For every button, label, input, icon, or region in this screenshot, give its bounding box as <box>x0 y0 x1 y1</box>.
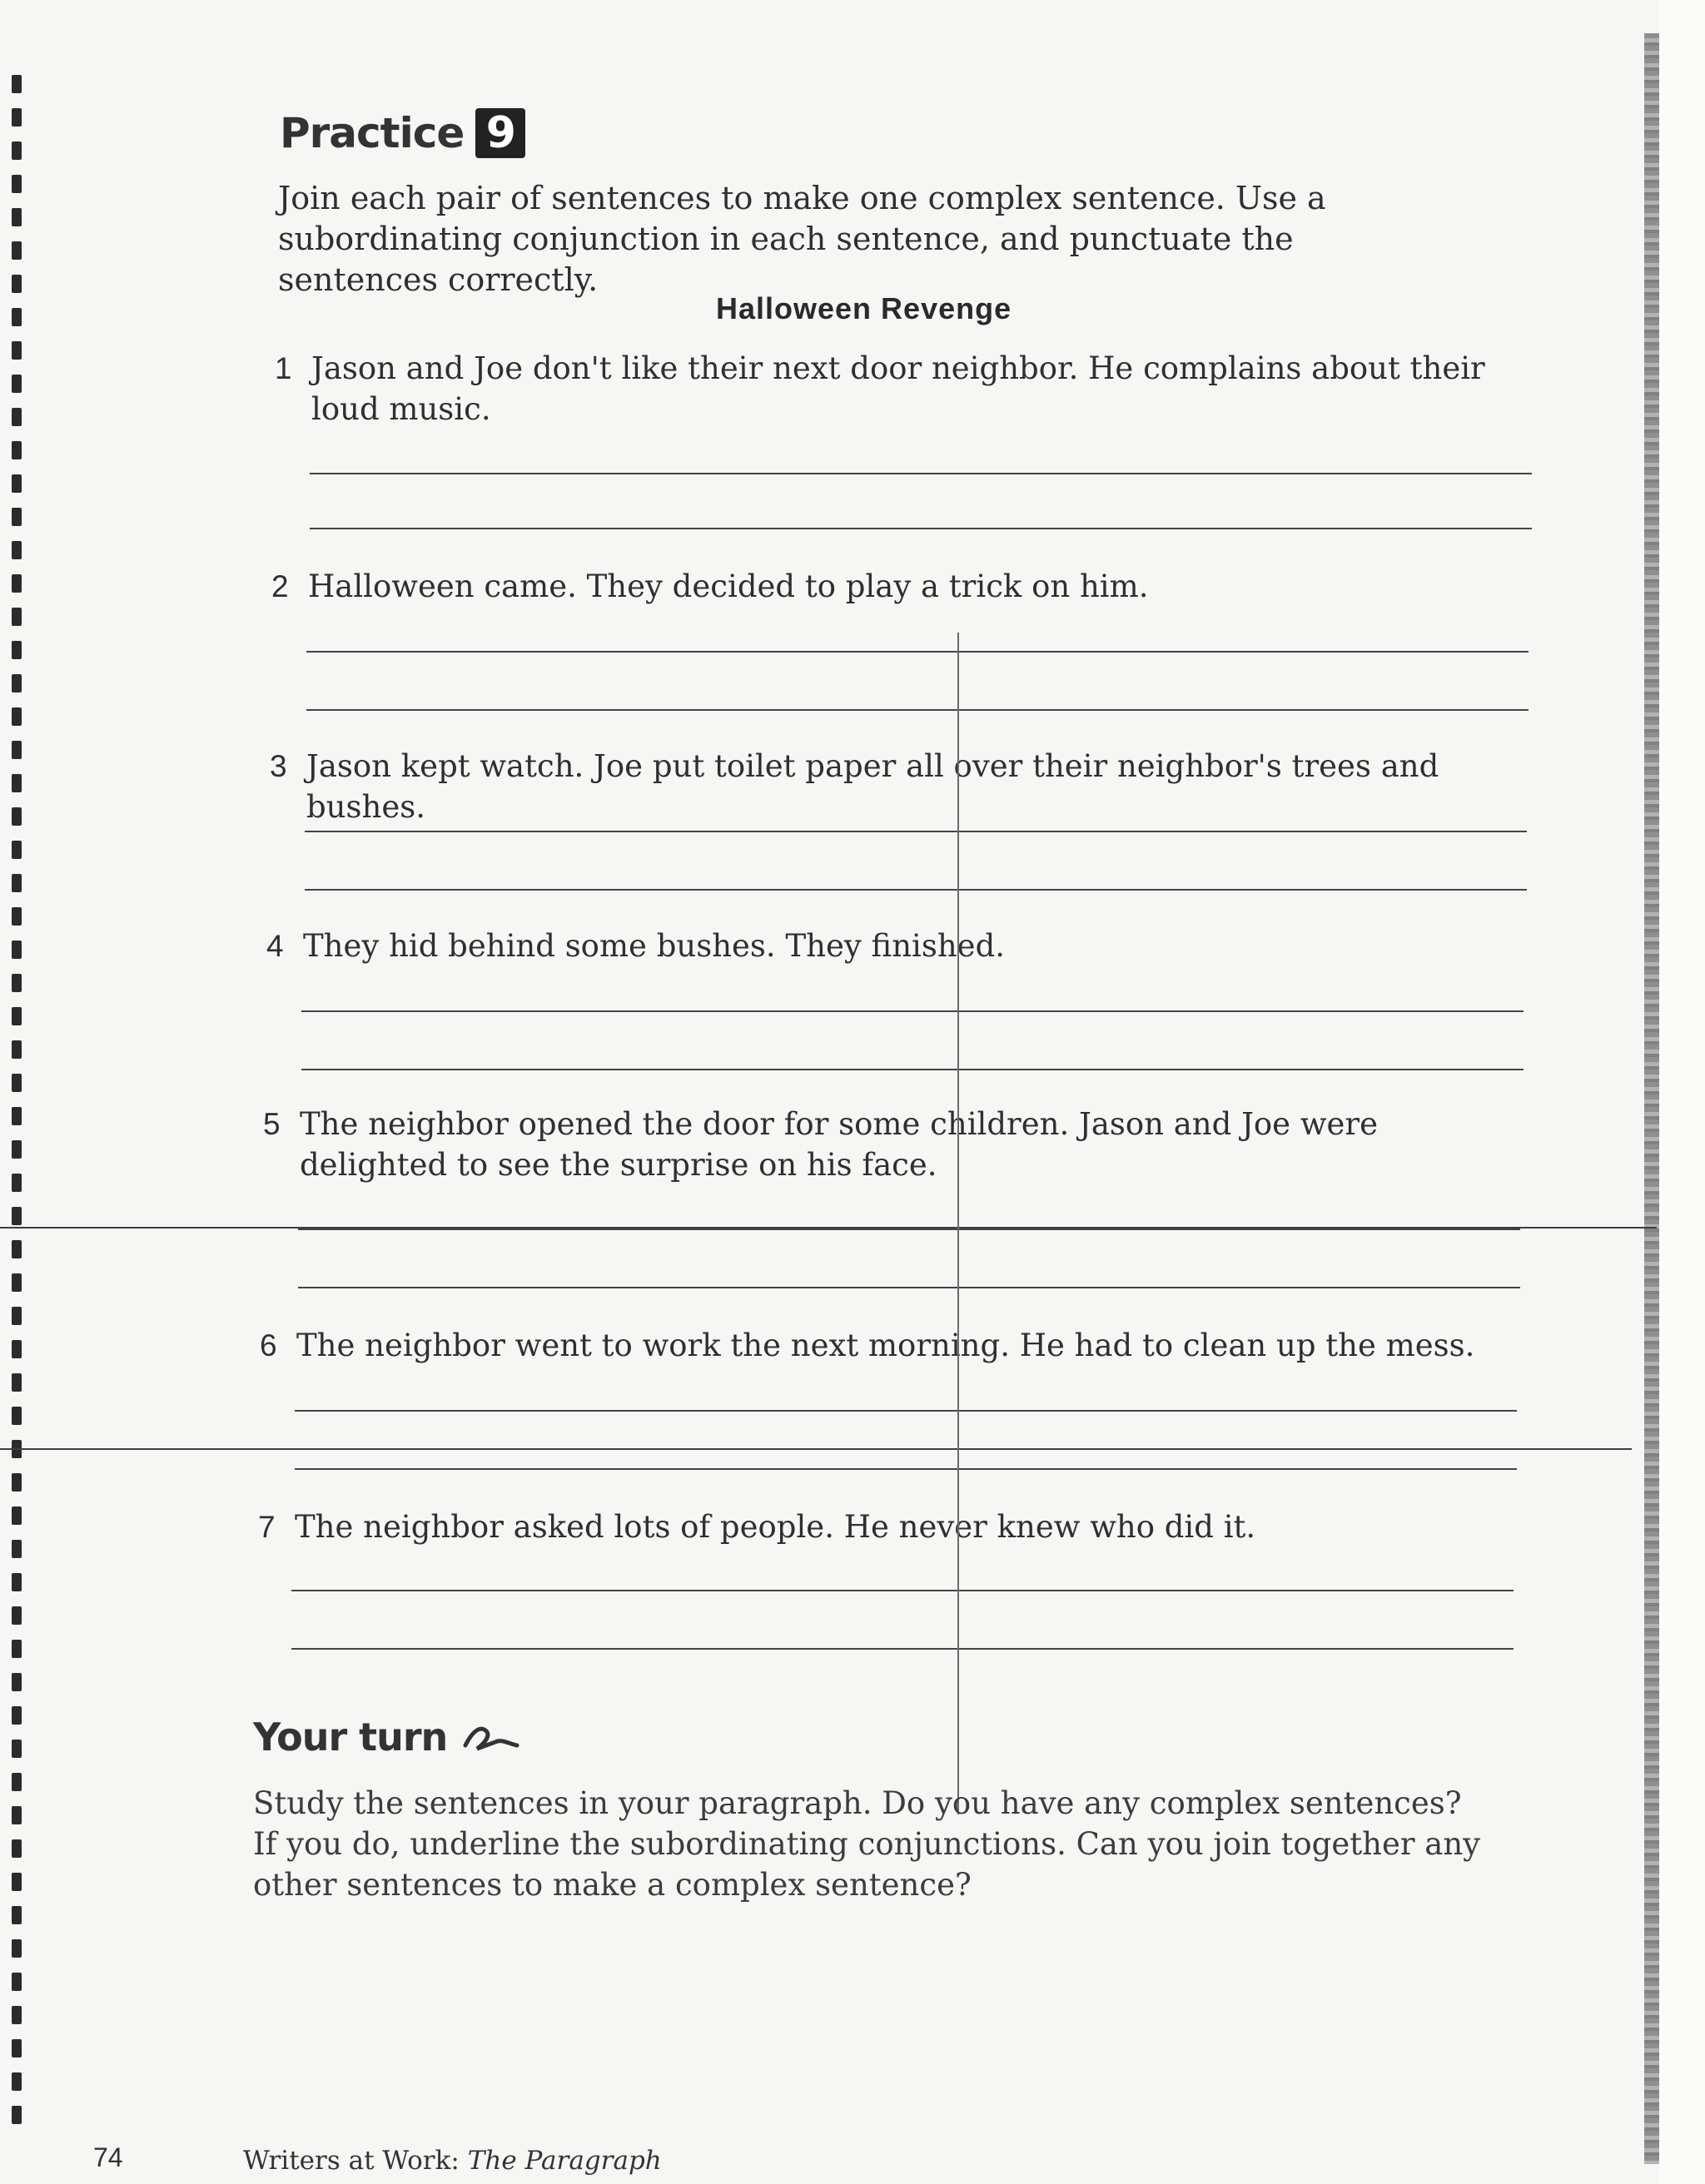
binding-hole <box>12 574 22 593</box>
binding-hole <box>12 1140 22 1159</box>
binding-hole <box>12 741 22 759</box>
binding-hole <box>12 308 22 326</box>
binding-hole <box>12 1373 22 1392</box>
binding-hole <box>12 1573 22 1591</box>
binding-hole <box>12 1540 22 1558</box>
spiral-binding <box>12 75 25 2139</box>
binding-hole <box>12 474 22 493</box>
binding-hole <box>12 674 22 692</box>
your-turn-text: Study the sentences in your paragraph. Do you have any complex sentences? If you do, underline the subordinating conjunctions. Can you join together any other sentences to make a complex sentence? <box>253 1785 1481 1903</box>
binding-hole <box>12 1873 22 1891</box>
item-number: 7 <box>258 1510 276 1544</box>
binding-hole <box>12 141 22 160</box>
binding-hole <box>12 408 22 426</box>
binding-hole <box>12 1606 22 1625</box>
binding-hole <box>12 941 22 959</box>
item-number: 2 <box>271 569 289 603</box>
binding-hole <box>12 1273 22 1292</box>
page-number: 74 <box>93 2142 123 2172</box>
your-turn-label: Your turn <box>253 1715 448 1760</box>
binding-hole <box>12 1640 22 1658</box>
binding-hole <box>12 441 22 459</box>
binding-hole <box>12 907 22 926</box>
binding-hole <box>12 1673 22 1691</box>
binding-hole <box>12 508 22 526</box>
item-number: 4 <box>266 929 284 963</box>
your-turn-heading <box>253 1715 520 1760</box>
binding-hole <box>12 1740 22 1758</box>
scan-fold-line <box>0 1448 1632 1450</box>
binding-hole <box>12 1773 22 1791</box>
binding-hole <box>12 241 22 260</box>
binding-hole <box>12 208 22 226</box>
practice-heading <box>280 108 525 158</box>
item-number: 1 <box>275 351 292 385</box>
binding-hole <box>12 541 22 559</box>
binding-hole <box>12 841 22 859</box>
answer-line[interactable] <box>305 889 1527 891</box>
binding-hole <box>12 1407 22 1425</box>
binding-hole <box>12 974 22 992</box>
binding-hole <box>12 874 22 892</box>
answer-line[interactable] <box>310 473 1532 474</box>
binding-hole <box>12 608 22 626</box>
binding-hole <box>12 2072 22 2091</box>
scan-fold-line <box>0 1227 1657 1228</box>
binding-hole <box>12 1107 22 1125</box>
item-number: 3 <box>270 749 287 783</box>
item-number: 6 <box>260 1328 277 1363</box>
item-text: The neighbor went to work the next morning. He had to clean up the mess. <box>296 1328 1475 1363</box>
binding-hole <box>12 108 22 127</box>
answer-line[interactable] <box>291 1590 1514 1591</box>
answer-line[interactable] <box>298 1287 1520 1288</box>
item-number: 5 <box>263 1107 281 1141</box>
binding-hole <box>12 75 22 93</box>
binding-hole <box>12 1973 22 1991</box>
exercise-title: Halloween Revenge <box>716 291 1012 325</box>
item-text: Jason and Joe don't like their next door neighbor. He complains about their loud music. <box>311 350 1485 427</box>
binding-hole <box>12 1506 22 1525</box>
answer-line[interactable] <box>295 1468 1517 1470</box>
binding-hole <box>12 1307 22 1325</box>
scan-crease-line <box>957 633 959 1814</box>
binding-hole <box>12 1806 22 1824</box>
item-text: Jason kept watch. Joe put toilet paper all over their neighbor's trees and bushes. <box>306 748 1439 825</box>
practice-label: Practice <box>280 109 465 157</box>
binding-hole <box>12 175 22 193</box>
binding-hole <box>12 1473 22 1492</box>
book-title-italic: The Paragraph <box>467 2146 662 2176</box>
answer-line[interactable] <box>305 831 1527 832</box>
pencil-icon <box>462 1720 520 1754</box>
practice-number-badge: 9 <box>475 108 525 158</box>
binding-hole <box>12 707 22 726</box>
binding-hole <box>12 2039 22 2057</box>
binding-hole <box>12 774 22 792</box>
binding-hole <box>12 1839 22 1858</box>
answer-line[interactable] <box>301 1010 1524 1012</box>
item-text: Halloween came. They decided to play a trick on him. <box>308 568 1149 604</box>
book-title <box>243 2146 662 2176</box>
page-margin <box>1659 0 1705 2184</box>
binding-hole <box>12 1906 22 1924</box>
item-text: The neighbor opened the door for some children. Jason and Joe were delighted to see the surprise on his face. <box>300 1106 1378 1183</box>
binding-hole <box>12 1174 22 1192</box>
binding-hole <box>12 375 22 393</box>
page-gutter-edge <box>1644 33 1659 2164</box>
answer-line[interactable] <box>306 709 1529 711</box>
answer-line[interactable] <box>291 1648 1514 1650</box>
answer-line[interactable] <box>298 1228 1520 1230</box>
binding-hole <box>12 1074 22 1092</box>
item-text: They hid behind some bushes. They finished. <box>303 928 1006 964</box>
binding-hole <box>12 807 22 826</box>
binding-hole <box>12 1207 22 1225</box>
binding-hole <box>12 341 22 360</box>
instructions: Join each pair of sentences to make one complex sentence. Use a subordinating conjunction in each sentence, and punctuate the sentences correctly. <box>278 180 1326 298</box>
item-text: The neighbor asked lots of people. He never knew who did it. <box>295 1509 1256 1545</box>
binding-hole <box>12 641 22 659</box>
binding-hole <box>12 1939 22 1958</box>
binding-hole <box>12 1007 22 1025</box>
book-title-prefix: Writers at Work: <box>243 2146 460 2176</box>
binding-hole <box>12 1340 22 1358</box>
answer-line[interactable] <box>306 651 1529 653</box>
binding-hole <box>12 275 22 293</box>
answer-line[interactable] <box>310 528 1532 529</box>
binding-hole <box>12 1706 22 1725</box>
binding-hole <box>12 2106 22 2124</box>
answer-line[interactable] <box>295 1410 1517 1412</box>
binding-hole <box>12 2006 22 2024</box>
binding-hole <box>12 1040 22 1059</box>
answer-line[interactable] <box>301 1069 1524 1070</box>
binding-hole <box>12 1240 22 1258</box>
